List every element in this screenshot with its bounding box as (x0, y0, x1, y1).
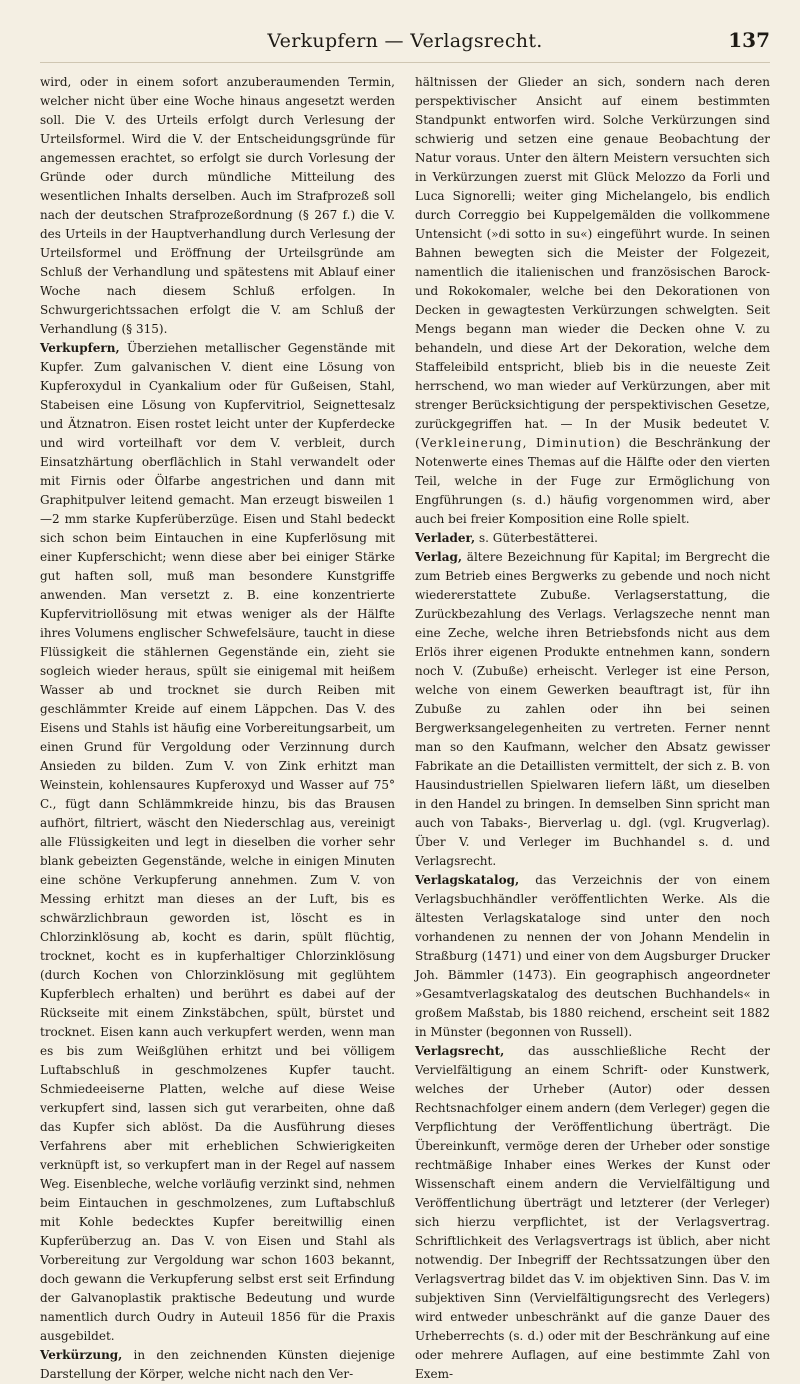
entry-verkupfern: Verkupfern, Überziehen metallischer Gegenstände mit Kupfer. Zum galvanischen V. dient eine Lösung von Kupferoxydul in Cyankalium oder für Gußeisen, Stahl, Stabeisen eine Lösung von Kupfervitriol, Seignettesalz und Ätznatron. Eisen rostet leicht unter der Kupferdecke und wird vorteilhaft vor dem V. verbleit, durch Einsatzhärtung oberflächlich in Stahl verwandelt oder mit Firnis oder Ölfarbe angestrichen und dann mit Graphitpulver leitend gemacht. Man erzeugt bisweilen 1—2 mm starke Kupferüberzüge. Eisen und Stahl bedeckt sich schon beim Eintauchen in eine Kupferlösung mit einer Kupferschicht; wenn diese aber bei einiger Stärke gut haften soll, muß man besondere Kunstgriffe anwenden. Man versetzt z. B. eine konzentrierte Kupfervitriollösung mit etwas weniger als der Hälfte ihres Volumens englischer Schwefelsäure, taucht in diese Flüssigkeit die stählernen Gegenstände ein, zieht sie sogleich wieder heraus, spült sie einigemal mit heißem Wasser ab und trocknet sie durch Reiben mit geschlämmter Kreide auf einem Läppchen. Das V. des Eisens und Stahls ist häufig eine Vorbereitungsarbeit, um einen Grund für Vergoldung oder Verzinnung durch Ansieden zu bilden. Zum V. von Zink erhitzt man Weinstein, kohlensaures Kupferoxyd und Wasser auf 75° C., fügt dann Schlämmkreide hinzu, bis das Brausen aufhört, filtriert, wäscht den Niederschlag aus, vereinigt alle Flüssigkeiten und legt in dieselben die vorher sehr blank gebeizten Gegenstände, welche in einigen Minuten eine schöne Verkupferung annehmen. Zum V. von Messing erhitzt man dieses an der Luft, bis es schwärzlichbraun geworden ist, löscht es in Chlorzinklösung ab, kocht es darin, spült flüchtig, trocknet, kocht es in kupferhaltiger Chlorzinklösung (durch Kochen von Chlorzinklösung mit geglühtem Kupferblech erhalten) und berührt es dabei auf der Rückseite mit einem Zinkstäbchen, spült, bürstet und trocknet. Eisen kann auch verkupfert werden, wenn man es bis zum Weißglühen erhitzt und bei völligem Luftabschluß in geschmolzenes Kupfer taucht. Schmiedeeiserne Platten, welche auf diese Weise verkupfert sind, lassen sich gut verarbeiten, ohne daß das Kupfer sich ablöst. Da die Ausführung dieses Verfahrens aber mit erheblichen Schwierigkeiten verknüpft ist, so verkupfert man in der Regel auf nassem Weg. Eisenbleche, welche vorläufig verzinkt sind, nehmen beim Eintauchen in geschmolzenes, zum Luftabschluß mit Kohle bedecktes Kupfer bereitwillig einen Kupferüberzug an. Das V. von Eisen und Stahl als Vorbereitung zur Vergoldung war schon 1603 bekannt, doch gewann die Verkupferung selbst erst seit Erfindung der Galvanoplastik praktische Bedeutung und wurde namentlich durch Oudry in Auteuil 1856 für die Praxis ausgebildet. (40, 341, 395, 1343)
running-head-title: Verkupfern — Verlagsrecht. (267, 30, 543, 52)
paragraph-verkundung-end: wird, oder in einem sofort anzuberaumenden Termin, welcher nicht über eine Woche hinaus angesetzt werden soll. Die V. des Urteils erfolgt durch Verlesung der Urteilsformel. Wird die V. der Entscheidungsgründe für angemessen erachtet, so erfolgt sie durch Vorlesung der Gründe oder durch mündliche Mitteilung des wesentlichen Inhalts derselben. Auch im Strafprozeß soll nach der deutschen Strafprozeßordnung (§ 267 f.) die V. des Urteils in der Hauptverhandlung durch Verlesung der Urteilsformel und Eröffnung der Urteilsgründe am Schluß der Verhandlung und spätestens mit Ablauf einer Woche nach diesem Schluß erfolgen. In Schwurgerichtssachen erfolgt die V. am Schluß der Verhandlung (§ 315). (40, 75, 395, 336)
entry-verlagsrecht: Verlagsrecht, das ausschließliche Recht der Vervielfältigung an einem Schrift- oder Kunstwerk, welches der Urheber (Autor) oder dessen Rechtsnachfolger einem andern (dem Verleger) gegen die Verpflichtung der Veröffentlichung überträgt. Die Übereinkunft, vermöge deren der Urheber oder sonstige rechtmäßige Inhaber eines Werkes der Kunst oder Wissenschaft einem andern die Vervielfältigung und Veröffentlichung überträgt und letzterer (der Verleger) sich hierzu verpflichtet, ist der Verlagsvertrag. Schriftlichkeit des Verlagsvertrags ist üblich, aber nicht notwendig. Der Inbegriff der Rechtssatzungen über den Verlagsvertrag bildet das V. im objektiven Sinn. Das V. im subjektiven Sinn (Vervielfältigungsrecht des Verlegers) wird entweder unbeschränkt auf die ganze Dauer des Urheberrechts (s. d.) oder mit der Beschränkung auf eine oder mehrere Auflagen, auf eine bestimmte Zahl von Exem- (415, 1044, 770, 1381)
left-column (40, 73, 395, 1381)
entry-verkurzung: Verkürzung, in den zeichnenden Künsten diejenige Darstellung der Körper, welche nicht nach den Ver- (40, 1348, 395, 1381)
text-columns (40, 73, 770, 1381)
headword-verlag: Verlag, (415, 550, 463, 564)
entry-verlader: Verlader, s. Güterbestätterei. (415, 531, 598, 545)
spaced-term: (Verkleinerung, Diminution) (415, 436, 622, 450)
entry-verlag: Verlag, ältere Bezeichnung für Kapital; im Bergrecht die zum Betrieb eines Bergwerks zu gebende und noch nicht wiedererstattete Zubuße. Verlagserstattung, die Zurückbezahlung des Verlags. Verlagszeche nennt man eine Zeche, welche ihren Betriebsfonds nicht aus dem Erlös ihrer eigenen Produkte entnehmen kann, sondern noch V. (Zubuße) erheischt. Verleger ist eine Person, welche von einem Gewerken beauftragt ist, für ihn Zubuße zu zahlen oder ihn bei seinen Bergwerksangelegenheiten zu vertreten. Ferner nennt man so den Kaufmann, welcher den Absatz gewisser Fabrikate an die Detaillisten vermittelt, der sich z. B. von Hausindustriellen Spielwaren liefern läßt, um dieselben in den Handel zu bringen. In demselben Sinn spricht man auch von Tabaks-, Bierverlag u. dgl. (vgl. Krugverlag). Über V. und Verleger im Buchhandel s. d. und Verlagsrecht. (415, 550, 770, 868)
headword-verlader: Verlader, (415, 531, 476, 545)
right-column (415, 73, 770, 1381)
headword-verlagskatalog: Verlagskatalog, (415, 873, 520, 887)
headword-verkurzung: Verkürzung, (40, 1348, 123, 1362)
headword-verkupfern: Verkupfern, (40, 341, 120, 355)
entry-verlagskatalog: Verlagskatalog, das Verzeichnis der von einem Verlagsbuchhändler veröffentlichten Werke. Als die ältesten Verlagskataloge sind unter den noch vorhandenen zu nennen der von Johann Mendelin in Straßburg (1471) und einer von dem Augsburger Drucker Joh. Bämmler (1473). Ein geographisch angeordneter »Gesamtverlagskatalog des deutschen Buchhandels« in großem Maßstab, bis 1880 reichend, erscheint seit 1882 in Münster (begonnen von Russell). (415, 873, 770, 1039)
running-head (40, 28, 770, 63)
headword-verlagsrecht: Verlagsrecht, (415, 1044, 505, 1058)
paragraph-verkurzung-cont: hältnissen der Glieder an sich, sondern nach deren perspektivischer Ansicht auf einem bestimmten Standpunkt entworfen wird. Solche Verkürzungen sind schwierig und setzen eine genaue Beobachtung der Natur voraus. Unter den ältern Meistern versuchten sich in Verkürzungen zuerst mit Glück Melozzo da Forli und Luca Signorelli; weiter ging Michelangelo, bis endlich durch Correggio bei Kuppelgemälden die vollkommene Untensicht (»di sotto in su«) eingeführt wurde. In seinen Bahnen bewegten sich die Meister der Folgezeit, namentlich die italienischen und französischen Barock- und Rokokomaler, welche bei den Dekorationen von Decken in gewagtesten Verkürzungen schwelgten. Seit Mengs begann man wieder die Decken ohne V. zu behandeln, und diese Art der Dekoration, welche dem Staffeleibild entspricht, blieb bis in die neueste Zeit herrschend, wo man wieder auf Verkürzungen, aber mit strenger Berücksichtigung der perspektivischen Gesetze, zurückgegriffen hat. — In der Musik bedeutet V. (Verkleinerung, Diminution) die Beschränkung der Notenwerte eines Themas auf die Hälfte oder den vierten Teil, welche in der Fuge zur Ermöglichung von Engführungen (s. d.) häufig vorgenommen wird, aber auch bei freier Komposition eine Rolle spielt. (415, 75, 770, 526)
page-number: 137 (728, 28, 771, 52)
